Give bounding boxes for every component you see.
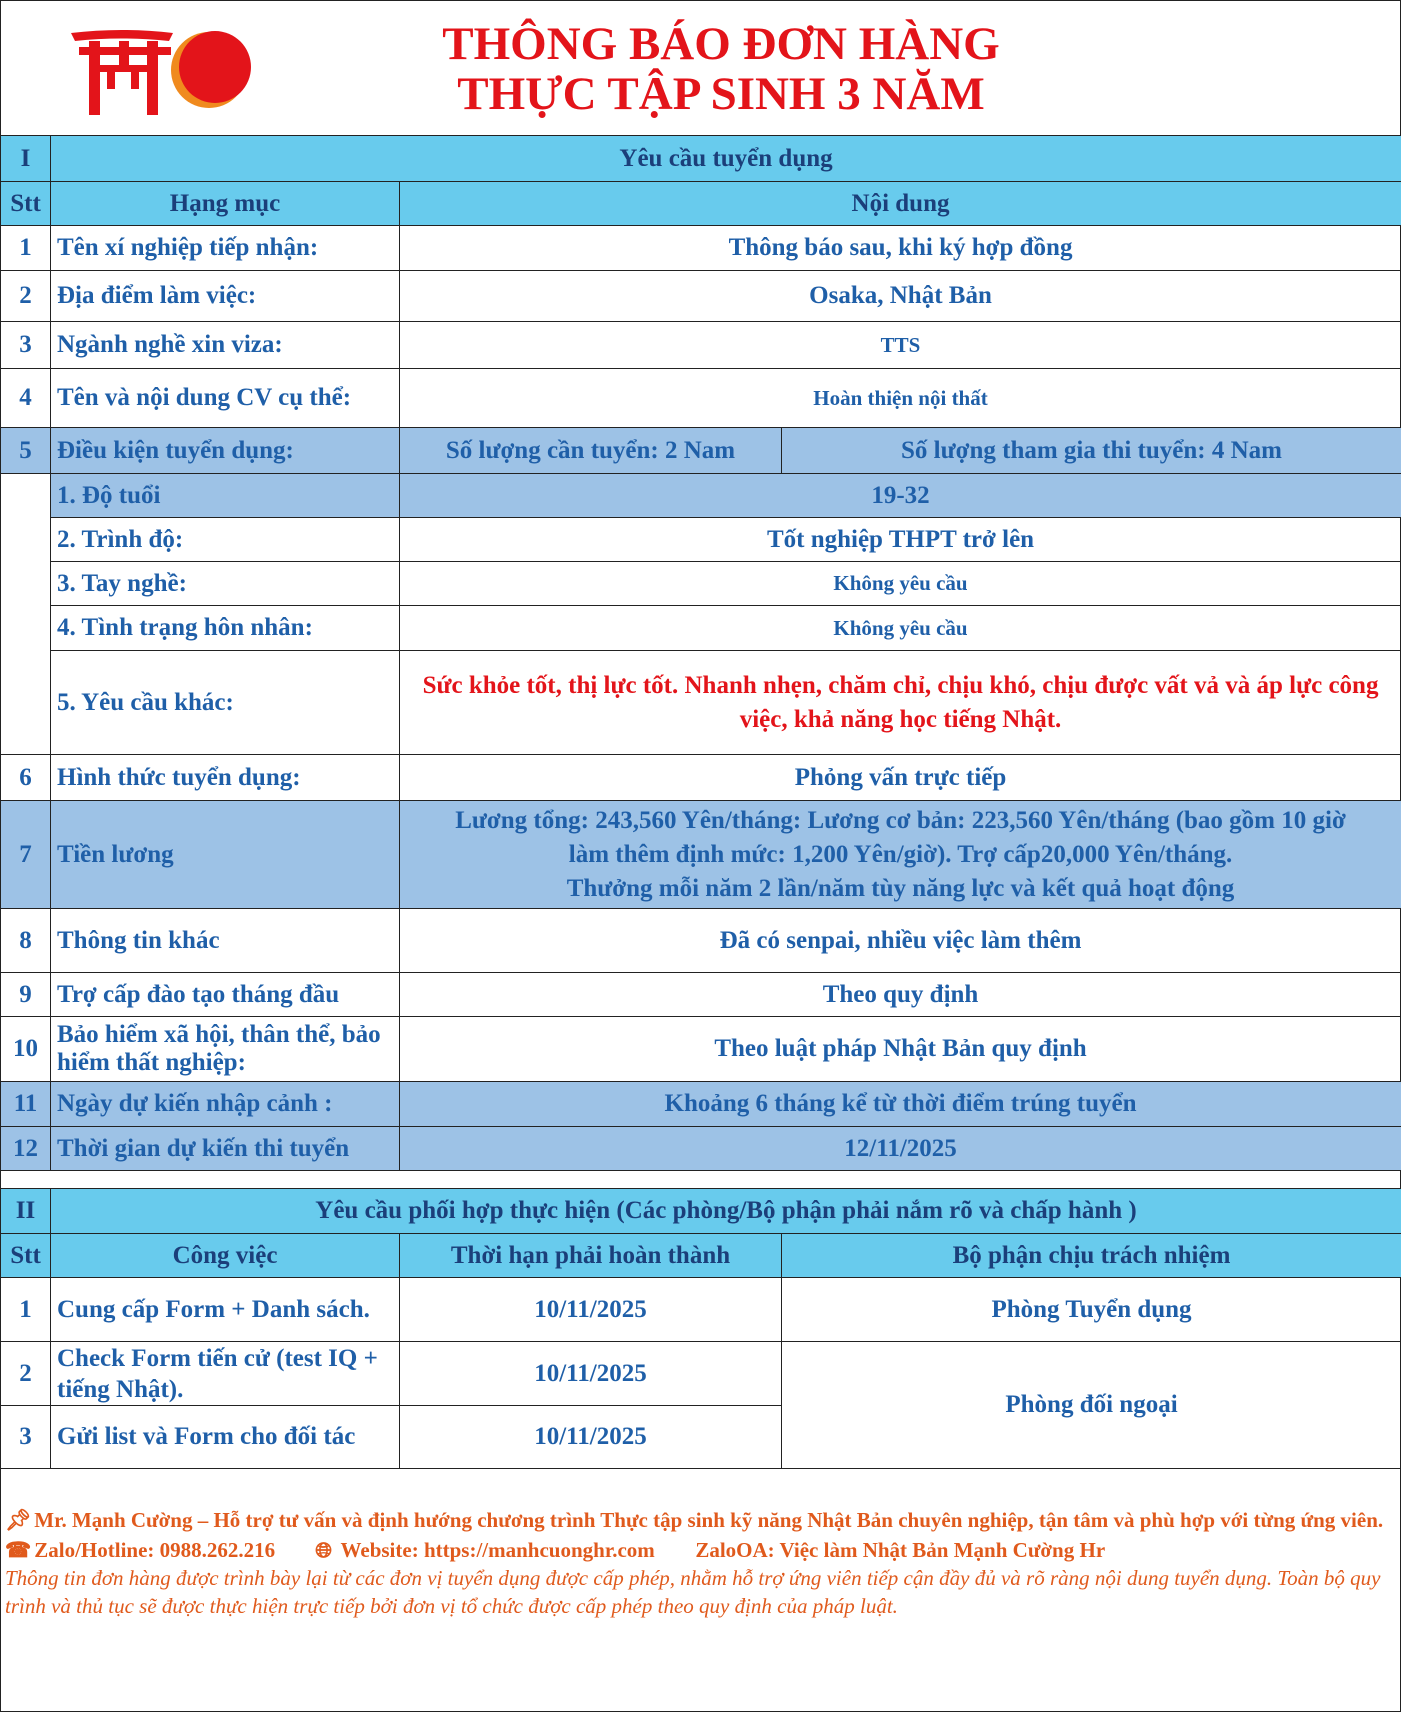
department: Phòng đối ngoại	[782, 1342, 1401, 1469]
section-roman: II	[1, 1189, 51, 1234]
row-label: Bảo hiểm xã hội, thân thể, bảo hiểm thất nghiệp:	[51, 1017, 400, 1082]
title-line-1: THÔNG BÁO ĐƠN HÀNG	[442, 18, 1000, 70]
row-value: Tốt nghiệp THPT trở lên	[400, 518, 1401, 562]
row-label: 3. Tay nghề:	[51, 562, 400, 606]
hotline[interactable]: Zalo/Hotline: 0988.262.216	[34, 1538, 276, 1562]
section-title: Yêu cầu tuyển dụng	[51, 136, 1401, 182]
disclaimer: Thông tin đơn hàng được trình bày lại từ các đơn vị tuyển dụng được cấp phép, nhằm hỗ trợ ứng viên tiếp cận đầy đủ và rõ ràng nội dung tuyển dụng. Toàn bộ quy trình và thủ tục sẽ được thực hiện trực tiếp bởi đơn vị tổ chức được cấp phép theo quy định của pháp luật.	[5, 1566, 1381, 1618]
torii-sun-logo-icon	[69, 25, 275, 115]
salary-details	[400, 801, 1401, 909]
row-label: Thời gian dự kiến thi tuyển	[51, 1127, 400, 1171]
section-title: Yêu cầu phối hợp thực hiện (Các phòng/Bộ phận phải nắm rõ và chấp hành )	[51, 1189, 1401, 1234]
section-2-header	[1, 1189, 1401, 1234]
row-label: Điều kiện tuyển dụng:	[51, 428, 400, 474]
table-row	[1, 562, 1401, 606]
footer-intro	[5, 1506, 1396, 1534]
col-task: Công việc	[51, 1234, 400, 1278]
row-value: Hoàn thiện nội thất	[400, 369, 1401, 428]
coordination-table	[0, 1188, 1401, 1469]
table-row	[1, 1017, 1401, 1082]
title-line-2: THỰC TẬP SINH 3 NĂM	[457, 68, 985, 120]
table-row	[1, 1127, 1401, 1171]
row-stt: 2	[1, 1342, 51, 1406]
footer	[1, 1506, 1400, 1620]
row-label: 5. Yêu cầu khác:	[51, 651, 400, 755]
table-row	[1, 271, 1401, 322]
row-stt: 8	[1, 909, 51, 973]
table-row	[1, 518, 1401, 562]
col-stt: Stt	[1, 182, 51, 226]
row-stt: 10	[1, 1017, 51, 1082]
row-stt: 1	[1, 226, 51, 271]
row-value: Không yêu cầu	[400, 606, 1401, 651]
column-headers	[1, 182, 1401, 226]
row-value: Không yêu cầu	[400, 562, 1401, 606]
row-stt: 7	[1, 801, 51, 909]
row-label: Tiền lương	[51, 801, 400, 909]
other-requirements: Sức khỏe tốt, thị lực tốt. Nhanh nhẹn, chăm chỉ, chịu khó, chịu được vất vả và áp lực công việc, khả năng học tiếng Nhật.	[400, 651, 1401, 755]
row-label: Tên và nội dung CV cụ thể:	[51, 369, 400, 428]
table-row	[1, 428, 1401, 474]
col-deadline: Thời hạn phải hoàn thành	[400, 1234, 782, 1278]
table-row	[1, 973, 1401, 1017]
order-table	[0, 135, 1401, 1171]
pin-icon: 📌︎	[5, 1508, 32, 1532]
row-value: Thông báo sau, khi ký hợp đồng	[400, 226, 1401, 271]
row-value: Theo luật pháp Nhật Bản quy định	[400, 1017, 1401, 1082]
section-1-header	[1, 136, 1401, 182]
row-value: TTS	[400, 322, 1401, 369]
row-label: Hình thức tuyển dụng:	[51, 755, 400, 801]
row-value: Theo quy định	[400, 973, 1401, 1017]
col-stt: Stt	[1, 1234, 51, 1278]
department: Phòng Tuyển dụng	[782, 1278, 1401, 1342]
table-row	[1, 755, 1401, 801]
deadline: 10/11/2025	[400, 1406, 782, 1469]
row-value: 12/11/2025	[400, 1127, 1401, 1171]
row-label: Tên xí nghiệp tiếp nhận:	[51, 226, 400, 271]
zalo-oa[interactable]: ZaloOA: Việc làm Nhật Bản Mạnh Cường Hr	[695, 1538, 1106, 1562]
salary-line: làm thêm định mức: 1,200 Yên/giờ). Trợ cấp20,000 Yên/tháng.	[568, 840, 1233, 868]
row-stt: 3	[1, 322, 51, 369]
row-stt: 11	[1, 1082, 51, 1127]
page-title	[361, 19, 1081, 119]
row-label: Trợ cấp đào tạo tháng đầu	[51, 973, 400, 1017]
table-row	[1, 1082, 1401, 1127]
row-stt: 6	[1, 755, 51, 801]
row-label: 4. Tình trạng hôn nhân:	[51, 606, 400, 651]
contact-line	[5, 1536, 1396, 1564]
task: Gửi list và Form cho đối tác	[51, 1406, 400, 1469]
row-stt: 3	[1, 1406, 51, 1469]
row-stt: 1	[1, 1278, 51, 1342]
blank-stt-cell	[1, 474, 51, 755]
table-row	[1, 1342, 1401, 1406]
task: Cung cấp Form + Danh sách.	[51, 1278, 400, 1342]
exam-count: Số lượng tham gia thi tuyển: 4 Nam	[782, 428, 1401, 474]
website-link[interactable]: Website: https://manhcuonghr.com	[340, 1538, 655, 1562]
table-row	[1, 651, 1401, 755]
col-department: Bộ phận chịu trách nhiệm	[782, 1234, 1401, 1278]
table-row	[1, 606, 1401, 651]
table-row	[1, 801, 1401, 909]
row-label: Thông tin khác	[51, 909, 400, 973]
row-value: Osaka, Nhật Bản	[400, 271, 1401, 322]
table-row	[1, 369, 1401, 428]
row-value: 19-32	[400, 474, 1401, 518]
col-item: Hạng mục	[51, 182, 400, 226]
table-row	[1, 226, 1401, 271]
row-value: Khoảng 6 tháng kể từ thời điểm trúng tuyển	[400, 1082, 1401, 1127]
row-label: Ngành nghề xin viza:	[51, 322, 400, 369]
salary-line: Lương tổng: 243,560 Yên/tháng: Lương cơ bản: 223,560 Yên/tháng (bao gồm 10 giờ	[455, 806, 1346, 834]
intro-text: Mr. Mạnh Cường – Hỗ trợ tư vấn và định hướng chương trình Thực tập sinh kỹ năng Nhật Bản chuyên nghiệp, tận tâm và phù hợp với từng ứng viên.	[34, 1508, 1384, 1532]
row-stt: 2	[1, 271, 51, 322]
table-row	[1, 474, 1401, 518]
column-headers	[1, 1234, 1401, 1278]
col-content: Nội dung	[400, 182, 1401, 226]
table-row	[1, 1278, 1401, 1342]
row-label: 2. Trình độ:	[51, 518, 400, 562]
row-label: 1. Độ tuổi	[51, 474, 400, 518]
task: Check Form tiến cử (test IQ + tiếng Nhật).	[51, 1342, 400, 1406]
section-roman: I	[1, 136, 51, 182]
salary-line: Thưởng mỗi năm 2 lần/năm tùy năng lực và kết quả hoạt động	[566, 874, 1235, 902]
header	[1, 1, 1400, 133]
row-value: Phỏng vấn trực tiếp	[400, 755, 1401, 801]
table-row	[1, 909, 1401, 973]
row-value: Đã có senpai, nhiều việc làm thêm	[400, 909, 1401, 973]
globe-icon: 🌐︎	[315, 1538, 333, 1562]
row-label: Địa điểm làm việc:	[51, 271, 400, 322]
required-count: Số lượng cần tuyển: 2 Nam	[400, 428, 782, 474]
row-stt: 5	[1, 428, 51, 474]
row-stt: 9	[1, 973, 51, 1017]
deadline: 10/11/2025	[400, 1278, 782, 1342]
phone-icon: ☎	[5, 1538, 32, 1562]
row-stt: 12	[1, 1127, 51, 1171]
deadline: 10/11/2025	[400, 1342, 782, 1406]
table-row	[1, 322, 1401, 369]
row-label: Ngày dự kiến nhập cảnh :	[51, 1082, 400, 1127]
row-stt: 4	[1, 369, 51, 428]
